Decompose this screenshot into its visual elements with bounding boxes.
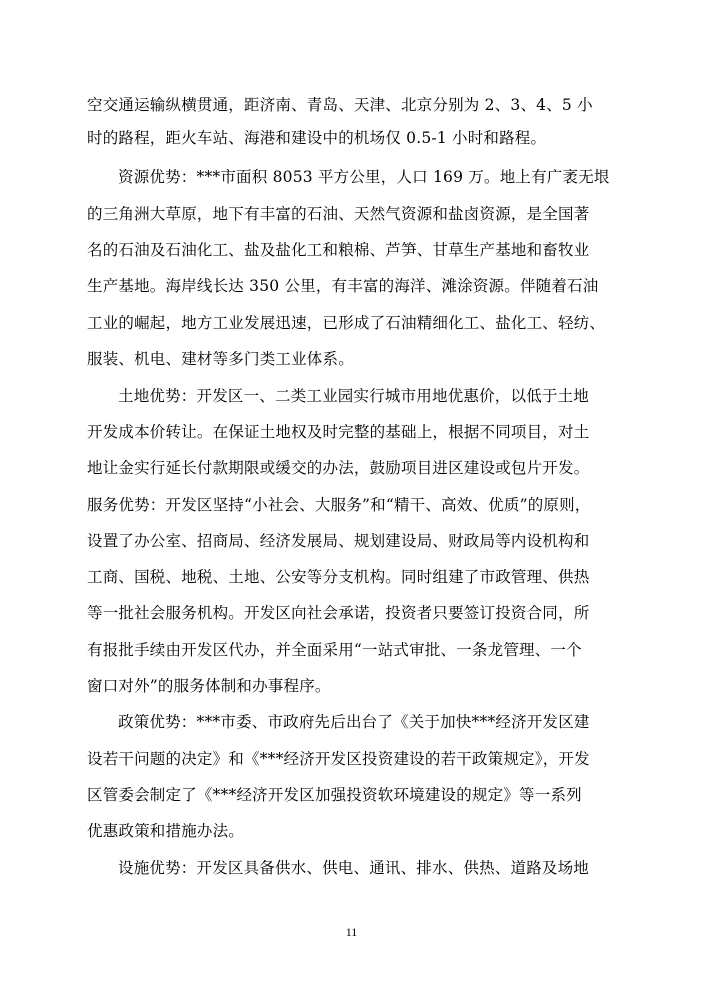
text-line-9: 土地优势：开发区一、二类工业园实行城市用地优惠价，以低于土地 [118,387,590,405]
text-line-13: 设置了办公室、招商局、经济发展局、规划建设局、财政局等内设机构和 [87,532,590,550]
text-line-5: 名的石油及石油化工、盐及盐化工和粮棉、芦笋、甘草生产基地和畜牧业 [87,241,590,259]
text-line-17: 窗口对外”的服务体制和办事程序。 [87,677,331,695]
page-number: 11 [345,925,358,939]
text-line-10: 开发成本价转让。在保证土地权及时完整的基础上，根据不同项目，对土 [87,423,590,441]
text-line-22: 设施优势：开发区具备供水、供电、通讯、排水、供热、道路及场地 [118,859,590,877]
text-line-20: 区管委会制定了《***经济开发区加强投资软环境建设的规定》等一系列 [87,786,582,804]
text-line-14: 工商、国税、地税、土地、公安等分支机构。同时组建了市政管理、供热 [87,568,590,586]
text-line-15: 等一批社会服务机构。开发区向社会承诺，投资者只要签订投资合同，所 [87,604,590,622]
text-line-2: 时的路程，距火车站、海港和建设中的机场仅 0.5-1 小时和路程。 [87,129,547,147]
text-line-16: 有报批手续由开发区代办，并全面采用“一站式审批、一条龙管理、一个 [87,641,582,659]
text-line-18: 政策优势：***市委、市政府先后出台了《关于加快***经济开发区建 [118,713,590,731]
text-line-3: 资源优势：***市面积 8053 平方公里，人口 169 万。地上有广袤无垠 [118,168,610,186]
text-line-19: 设若干问题的决定》和《***经济开发区投资建设的若干政策规定》，开发 [87,750,590,768]
text-line-1: 空交通运输纵横贯通，距济南、青岛、天津、北京分别为 2、3、4、5 小 [87,96,593,114]
text-line-21: 优惠政策和措施办法。 [87,822,245,840]
text-line-4: 的三角洲大草原，地下有丰富的石油、天然气资源和盐卤资源，是全国著 [87,205,590,223]
text-line-12: 服务优势：开发区坚持“小社会、大服务”和“精干、高效、优质”的原则， [87,496,591,514]
text-line-7: 工业的崛起，地方工业发展迅速，已形成了石油精细化工、盐化工、轻纺、 [87,314,606,332]
text-line-6: 生产基地。海岸线长达 350 公里，有丰富的海洋、滩涂资源。伴随着石油 [87,277,599,295]
text-line-11: 地让金实行延长付款期限或缓交的办法，鼓励项目进区建设或包片开发。 [87,459,590,477]
text-line-8: 服装、机电、建材等多门类工业体系。 [87,350,354,368]
